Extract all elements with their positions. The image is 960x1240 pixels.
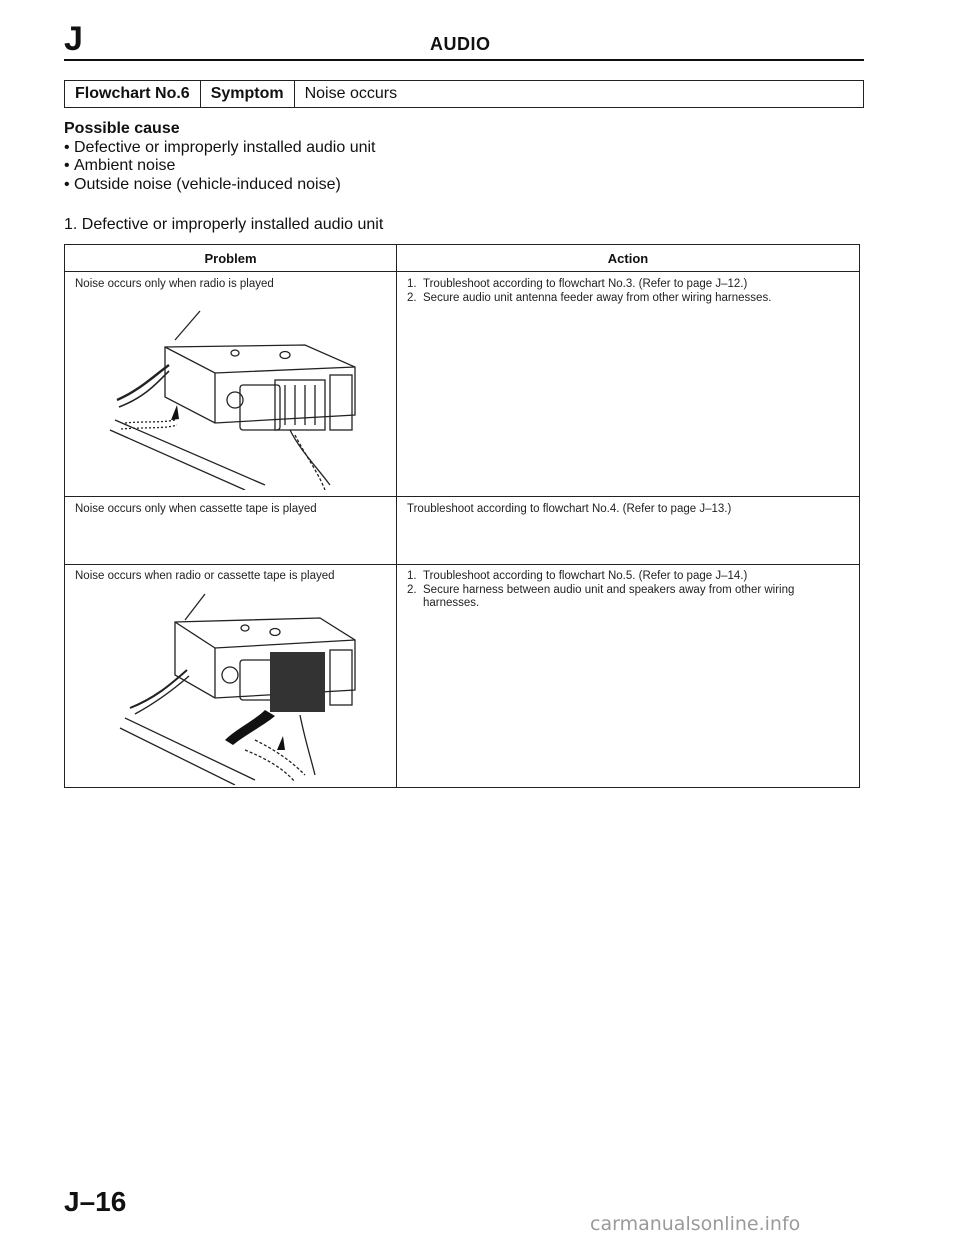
- audio-unit-antenna-illustration: [105, 305, 365, 490]
- page-title: AUDIO: [430, 34, 491, 54]
- flowchart-label: Flowchart No.6: [65, 81, 201, 107]
- action-cell: [407, 278, 847, 305]
- symptom-value: Noise occurs: [304, 85, 398, 102]
- action-step: [407, 570, 847, 584]
- problem-header: Problem: [204, 251, 257, 266]
- step-text: Secure harness between audio unit and speakers away from other wiring harnesses.: [423, 583, 795, 609]
- cause-item: • Outside noise (vehicle-induced noise): [64, 176, 375, 195]
- page-number: J–16: [64, 1186, 127, 1217]
- problem-cell: Noise occurs when radio or cassette tape is played: [75, 570, 335, 582]
- action-step: [407, 292, 847, 306]
- problem-cell: Noise occurs only when radio is played: [75, 278, 274, 290]
- possible-cause: [64, 120, 375, 194]
- action-header: Action: [607, 251, 649, 266]
- problem-action-table: [64, 244, 860, 788]
- audio-unit-speaker-harness-illustration: [105, 590, 365, 785]
- step-number: 2.: [407, 583, 417, 596]
- column-divider: [396, 245, 397, 787]
- step-text: Troubleshoot according to flowchart No.3. (Refer to page J–12.): [423, 278, 748, 290]
- section-letter: J: [64, 20, 83, 58]
- action-cell: [407, 570, 847, 611]
- action-step: [407, 584, 847, 611]
- step-number: 1.: [407, 278, 417, 290]
- header-rule: [64, 59, 864, 61]
- symptom-label: Symptom: [201, 81, 295, 107]
- action-step: [407, 278, 847, 292]
- cause-item: • Defective or improperly installed audio unit: [64, 139, 375, 158]
- cause-list: [64, 139, 375, 195]
- step-number: 1.: [407, 570, 417, 582]
- row-divider: [65, 564, 859, 565]
- watermark: carmanualsonline.info: [590, 1213, 801, 1235]
- row-divider: [65, 496, 859, 497]
- possible-cause-heading: Possible cause: [64, 120, 180, 137]
- problem-cell: Noise occurs only when cassette tape is played: [75, 503, 317, 515]
- step-number: 2.: [407, 291, 417, 304]
- step-text: Secure audio unit antenna feeder away from other wiring harnesses.: [423, 291, 772, 304]
- step-text: Troubleshoot according to flowchart No.5. (Refer to page J–14.): [423, 570, 748, 582]
- cause-item: • Ambient noise: [64, 157, 375, 176]
- action-cell: Troubleshoot according to flowchart No.4. (Refer to page J–13.): [407, 503, 732, 515]
- header-row-line: [65, 271, 859, 272]
- section-title: 1. Defective or improperly installed audio unit: [64, 216, 384, 233]
- flowchart-banner: [64, 80, 864, 108]
